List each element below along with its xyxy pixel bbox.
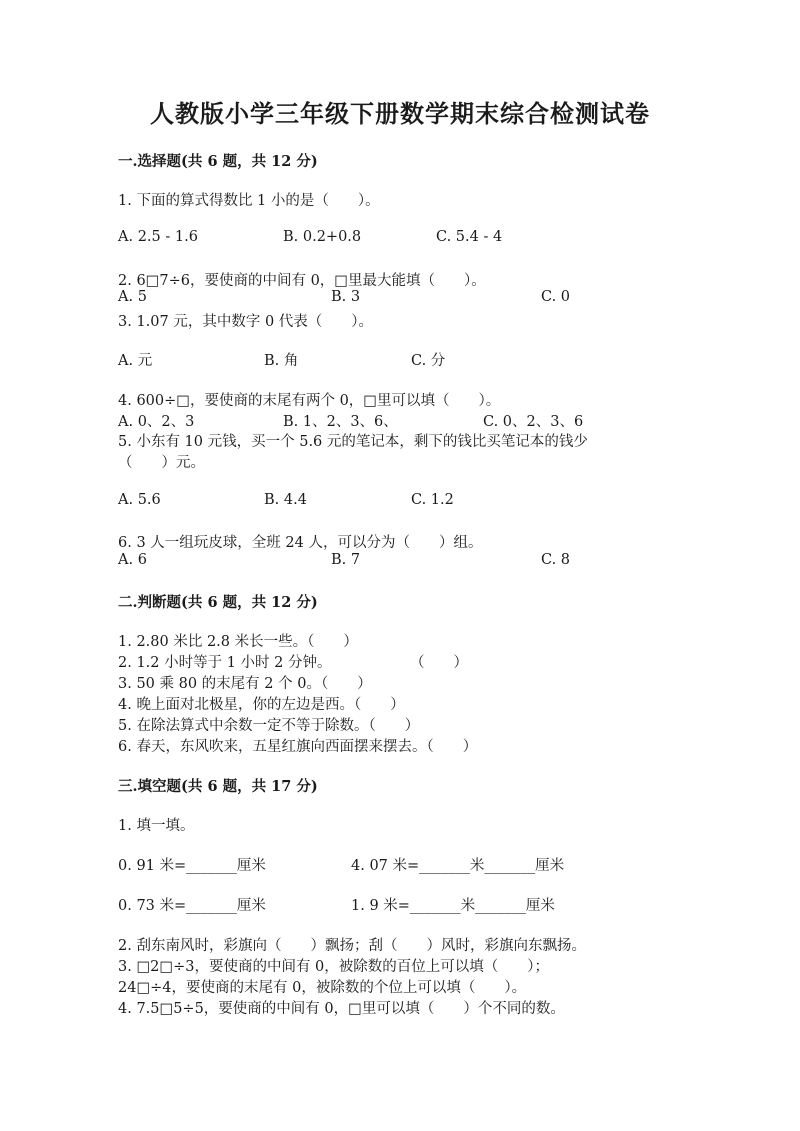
- answer-paren: （ ）: [410, 655, 468, 671]
- option-b: B. 0.2+0.8: [283, 229, 362, 245]
- judgment-item: 4. 晚上面对北极星，你的左边是西。（ ）: [118, 697, 405, 713]
- fill-question-text: 24□÷4，要使商的末尾有 0，被除数的个位上可以填（ ）。: [118, 980, 527, 996]
- option-c: C. 0: [541, 289, 571, 305]
- option-a: A. 5: [118, 289, 147, 305]
- option-b: B. 4.4: [264, 492, 307, 508]
- option-b: B. 3: [331, 289, 361, 305]
- fill-item: 1. 9 米=_______米_______厘米: [351, 898, 555, 914]
- judgment-item: 2. 1.2 小时等于 1 小时 2 分钟。: [118, 655, 332, 671]
- option-b: B. 角: [264, 353, 299, 369]
- option-b: B. 7: [331, 552, 361, 568]
- question-text: 3. 1.07 元，其中数字 0 代表（ ）。: [118, 314, 374, 330]
- option-b: B. 1、2、3、6、: [283, 414, 398, 430]
- judgment-item: 3. 50 乘 80 的末尾有 2 个 0。（ ）: [118, 676, 372, 692]
- judgment-item: 5. 在除法算式中余数一定不等于除数。（ ）: [118, 718, 420, 734]
- section-heading-choice: 一.选择题(共 6 题，共 12 分): [118, 153, 318, 170]
- option-a: A. 6: [118, 552, 147, 568]
- fill-question-text: 4. 7.5□5÷5，要使商的中间有 0，□里可以填（ ）个不同的数。: [118, 1001, 565, 1017]
- judgment-item: 1. 2.80 米比 2.8 米长一些。（ ）: [118, 634, 358, 650]
- fill-item: 0. 73 米=_______厘米: [118, 898, 266, 914]
- page-title: 人教版小学三年级下册数学期末综合检测试卷: [150, 99, 650, 128]
- option-c: C. 8: [541, 552, 571, 568]
- option-a: A. 0、2、3: [118, 414, 195, 430]
- option-a: A. 元: [118, 353, 153, 369]
- option-c: C. 5.4 - 4: [436, 229, 503, 245]
- fill-question-text: 1. 填一填。: [118, 818, 195, 834]
- question-text: 2. 6□7÷6，要使商的中间有 0，□里最大能填（ ）。: [118, 273, 486, 289]
- option-c: C. 1.2: [411, 492, 454, 508]
- section-heading-fill: 三.填空题(共 6 题，共 17 分): [118, 778, 318, 795]
- section-heading-judgment: 二.判断题(共 6 题，共 12 分): [118, 594, 318, 611]
- option-a: A. 2.5 - 1.6: [118, 229, 198, 245]
- question-text: 6. 3 人一组玩皮球，全班 24 人，可以分为（ ）组。: [118, 535, 483, 551]
- option-c: C. 分: [411, 353, 446, 369]
- option-a: A. 5.6: [118, 492, 161, 508]
- fill-item: 0. 91 米=_______厘米: [118, 858, 266, 874]
- fill-question-text: 3. □2□÷3，要使商的中间有 0，被除数的百位上可以填（ ）；: [118, 959, 550, 975]
- question-text: 1. 下面的算式得数比 1 小的是（ ）。: [118, 193, 380, 209]
- fill-item: 4. 07 米=_______米_______厘米: [351, 858, 565, 874]
- fill-question-text: 2. 刮东南风时，彩旗向（ ）飘扬；刮（ ）风时，彩旗向东飘扬。: [118, 938, 586, 954]
- question-text-continued: （ ）元。: [118, 455, 205, 471]
- judgment-item: 6. 春天，东风吹来，五星红旗向西面摆来摆去。（ ）: [118, 739, 478, 755]
- option-c: C. 0、2、3、6: [483, 414, 584, 430]
- question-text: 4. 600÷□，要使商的末尾有两个 0，□里可以填（ ）。: [118, 393, 501, 409]
- question-text: 5. 小东有 10 元钱，买一个 5.6 元的笔记本，剩下的钱比买笔记本的钱少: [118, 434, 588, 450]
